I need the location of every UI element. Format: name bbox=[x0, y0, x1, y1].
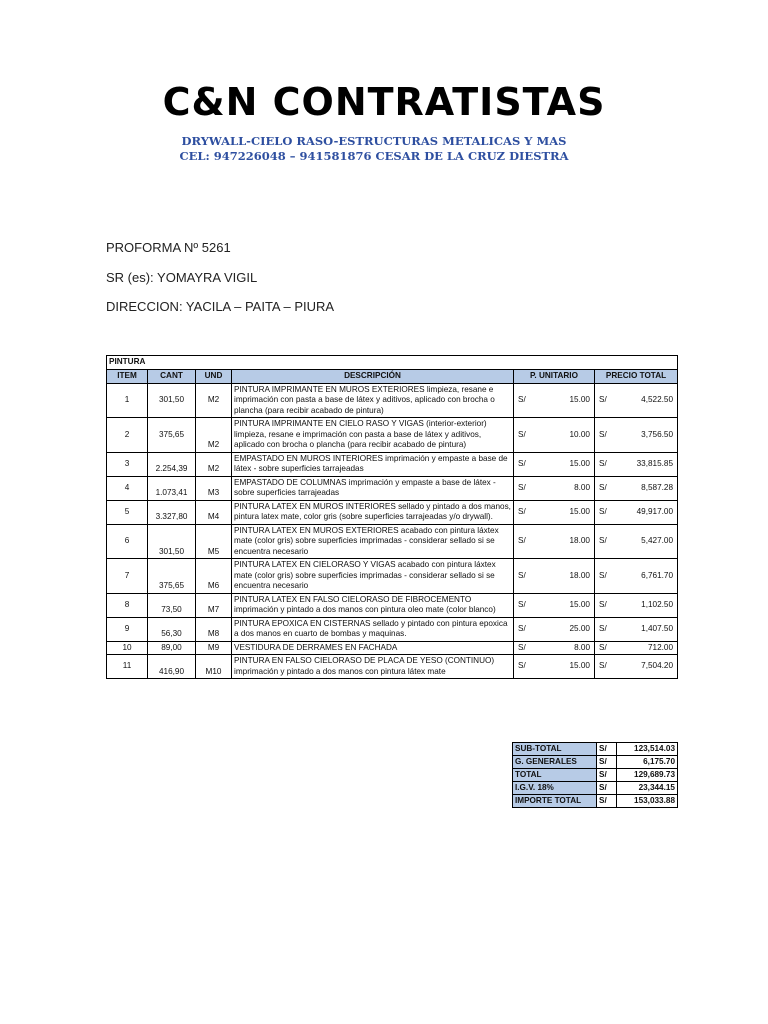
currency-symbol: S/ bbox=[518, 458, 526, 468]
currency-symbol: S/ bbox=[599, 458, 607, 468]
total-price-value: 49,917.00 bbox=[636, 506, 674, 516]
total-price-value: 5,427.00 bbox=[641, 536, 674, 545]
quote-table bbox=[106, 355, 678, 679]
table-row bbox=[107, 617, 678, 641]
totals-currency: S/ bbox=[597, 743, 617, 756]
totals-table bbox=[512, 742, 678, 808]
totals-value: 123,514.03 bbox=[617, 743, 678, 756]
company-services: DRYWALL-CIELO RASO-ESTRUCTURAS METALICAS Y MAS bbox=[181, 134, 567, 148]
header-quantity: CANT bbox=[148, 369, 196, 383]
totals-value: 153,033.88 bbox=[617, 795, 678, 808]
table-row bbox=[107, 500, 678, 524]
totals-row bbox=[513, 756, 678, 769]
total-price-cell bbox=[595, 476, 678, 500]
table-row bbox=[107, 452, 678, 476]
unit-price-cell bbox=[514, 476, 595, 500]
client-address: DIRECCION: YACILA – PAITA – PIURA bbox=[106, 299, 335, 314]
unit-cell: M2 bbox=[196, 452, 232, 476]
totals-label: I.G.V. 18% bbox=[513, 782, 597, 795]
description-cell: PINTURA EN FALSO CIELORASO DE PLACA DE YESO (CONTINUO) imprimación y pintado a dos manos con pintura látex mate bbox=[232, 655, 514, 679]
total-price-value: 8,587.28 bbox=[641, 482, 674, 492]
unit-cell: M4 bbox=[196, 500, 232, 524]
description-cell: VESTIDURA DE DERRAMES EN FACHADA bbox=[232, 641, 514, 655]
currency-symbol: S/ bbox=[599, 429, 607, 439]
client-name: SR (es): YOMAYRA VIGIL bbox=[106, 270, 258, 285]
quantity-cell: 73,50 bbox=[148, 593, 196, 617]
total-price-value: 712.00 bbox=[648, 642, 674, 652]
currency-symbol: S/ bbox=[599, 599, 607, 609]
item-number: 11 bbox=[107, 655, 148, 679]
quantity-cell: 56,30 bbox=[148, 617, 196, 641]
unit-price-value: 15.00 bbox=[569, 395, 590, 404]
currency-symbol: S/ bbox=[518, 395, 526, 404]
description-cell: EMPASTADO EN MUROS INTERIORES imprimación y empaste a base de látex - sobre superficies tarrajeadas bbox=[232, 452, 514, 476]
unit-price-cell bbox=[514, 559, 595, 594]
item-number: 1 bbox=[107, 383, 148, 418]
table-row bbox=[107, 476, 678, 500]
header-unit-price: P. UNITARIO bbox=[514, 369, 595, 383]
quantity-cell: 2.254,39 bbox=[148, 452, 196, 476]
currency-symbol: S/ bbox=[518, 482, 526, 492]
section-label: PINTURA bbox=[107, 356, 678, 370]
unit-price-cell bbox=[514, 418, 595, 453]
item-number: 5 bbox=[107, 500, 148, 524]
table-row bbox=[107, 559, 678, 594]
company-title: C&N CONTRATISTAS bbox=[162, 80, 606, 124]
totals-row bbox=[513, 782, 678, 795]
total-price-cell bbox=[595, 641, 678, 655]
unit-cell: M10 bbox=[196, 655, 232, 679]
currency-symbol: S/ bbox=[518, 570, 526, 580]
total-price-value: 6,761.70 bbox=[641, 570, 674, 580]
totals-value: 6,175.70 bbox=[617, 756, 678, 769]
unit-price-cell bbox=[514, 452, 595, 476]
total-price-cell bbox=[595, 524, 678, 559]
unit-price-cell bbox=[514, 641, 595, 655]
item-number: 9 bbox=[107, 617, 148, 641]
unit-price-cell bbox=[514, 617, 595, 641]
quantity-cell: 375,65 bbox=[148, 559, 196, 594]
totals-row bbox=[513, 795, 678, 808]
totals-currency: S/ bbox=[597, 782, 617, 795]
unit-cell: M6 bbox=[196, 559, 232, 594]
quantity-cell: 375,65 bbox=[148, 418, 196, 453]
item-number: 3 bbox=[107, 452, 148, 476]
currency-symbol: S/ bbox=[599, 661, 607, 671]
unit-price-cell bbox=[514, 655, 595, 679]
totals-label: G. GENERALES bbox=[513, 756, 597, 769]
total-price-value: 7,504.20 bbox=[641, 661, 674, 671]
totals-label: IMPORTE TOTAL bbox=[513, 795, 597, 808]
total-price-cell bbox=[595, 383, 678, 418]
header-unit: UND bbox=[196, 369, 232, 383]
unit-cell: M8 bbox=[196, 617, 232, 641]
currency-symbol: S/ bbox=[599, 642, 607, 652]
table-row bbox=[107, 418, 678, 453]
currency-symbol: S/ bbox=[518, 661, 526, 671]
quantity-cell: 89,00 bbox=[148, 641, 196, 655]
description-cell: EMPASTADO DE COLUMNAS imprimación y empaste a base de látex - sobre superficies tarrajeadas bbox=[232, 476, 514, 500]
description-cell: PINTURA LATEX EN FALSO CIELORASO DE FIBROCEMENTO imprimación y pintado a dos manos con pintura oleo mate (color blanco) bbox=[232, 593, 514, 617]
description-cell: PINTURA IMPRIMANTE EN MUROS EXTERIORES limpieza, resane e imprimación con pasta a base de látex y aditivos, aplicado con brocha o plancha (para recibir acabado de pintura) bbox=[232, 383, 514, 418]
proforma-number: PROFORMA Nº 5261 bbox=[106, 240, 231, 255]
currency-symbol: S/ bbox=[518, 599, 526, 609]
description-cell: PINTURA LATEX EN CIELORASO Y VIGAS acabado con pintura láxtex mate (color gris) sobre superficies imprimadas - considerar sellado si se encuentra necesario bbox=[232, 559, 514, 594]
total-price-cell bbox=[595, 418, 678, 453]
currency-symbol: S/ bbox=[599, 570, 607, 580]
item-number: 4 bbox=[107, 476, 148, 500]
quantity-cell: 301,50 bbox=[148, 524, 196, 559]
total-price-cell bbox=[595, 500, 678, 524]
unit-price-value: 8.00 bbox=[574, 482, 590, 492]
unit-price-value: 8.00 bbox=[574, 642, 590, 652]
unit-cell: M9 bbox=[196, 641, 232, 655]
totals-currency: S/ bbox=[597, 795, 617, 808]
total-price-cell bbox=[595, 655, 678, 679]
table-row bbox=[107, 641, 678, 655]
currency-symbol: S/ bbox=[518, 506, 526, 516]
totals-currency: S/ bbox=[597, 769, 617, 782]
item-number: 7 bbox=[107, 559, 148, 594]
unit-price-value: 15.00 bbox=[569, 506, 590, 516]
totals-label: TOTAL bbox=[513, 769, 597, 782]
unit-price-value: 15.00 bbox=[569, 458, 590, 468]
unit-price-cell bbox=[514, 500, 595, 524]
totals-row bbox=[513, 769, 678, 782]
item-number: 8 bbox=[107, 593, 148, 617]
currency-symbol: S/ bbox=[518, 642, 526, 652]
unit-cell: M7 bbox=[196, 593, 232, 617]
table-row bbox=[107, 524, 678, 559]
total-price-value: 4,522.50 bbox=[641, 395, 674, 404]
currency-symbol: S/ bbox=[518, 429, 526, 439]
description-cell: PINTURA IMPRIMANTE EN CIELO RASO Y VIGAS (interior-exterior) limpieza, resane e imprimación con pasta a base de látex y aditivos, aplicado con brocha o plancha (para recibir acabado de pintura) bbox=[232, 418, 514, 453]
quantity-cell: 1.073,41 bbox=[148, 476, 196, 500]
unit-price-value: 15.00 bbox=[569, 661, 590, 671]
unit-cell: M2 bbox=[196, 418, 232, 453]
description-cell: PINTURA LATEX EN MUROS INTERIORES sellado y pintado a dos manos, pintura latex mate, color gris (sobre superficies tarrajeadas y/o drywall). bbox=[232, 500, 514, 524]
unit-price-value: 18.00 bbox=[569, 570, 590, 580]
header-item: ITEM bbox=[107, 369, 148, 383]
total-price-cell bbox=[595, 452, 678, 476]
unit-price-value: 25.00 bbox=[569, 623, 590, 633]
unit-price-value: 15.00 bbox=[569, 599, 590, 609]
table-row bbox=[107, 383, 678, 418]
quantity-cell: 3.327,80 bbox=[148, 500, 196, 524]
total-price-cell bbox=[595, 593, 678, 617]
unit-price-cell bbox=[514, 524, 595, 559]
total-price-value: 1,407.50 bbox=[641, 623, 674, 633]
currency-symbol: S/ bbox=[518, 536, 526, 545]
currency-symbol: S/ bbox=[599, 482, 607, 492]
unit-price-cell bbox=[514, 383, 595, 418]
table-row bbox=[107, 655, 678, 679]
currency-symbol: S/ bbox=[599, 536, 607, 545]
header-total-price: PRECIO TOTAL bbox=[595, 369, 678, 383]
table-row bbox=[107, 593, 678, 617]
currency-symbol: S/ bbox=[599, 623, 607, 633]
totals-currency: S/ bbox=[597, 756, 617, 769]
unit-cell: M2 bbox=[196, 383, 232, 418]
total-price-value: 3,756.50 bbox=[641, 429, 674, 439]
item-number: 6 bbox=[107, 524, 148, 559]
unit-cell: M5 bbox=[196, 524, 232, 559]
totals-value: 129,689.73 bbox=[617, 769, 678, 782]
item-number: 2 bbox=[107, 418, 148, 453]
quantity-cell: 301,50 bbox=[148, 383, 196, 418]
unit-cell: M3 bbox=[196, 476, 232, 500]
unit-price-value: 18.00 bbox=[569, 536, 590, 545]
unit-price-cell bbox=[514, 593, 595, 617]
item-number: 10 bbox=[107, 641, 148, 655]
header-description: DESCRIPCIÓN bbox=[232, 369, 514, 383]
currency-symbol: S/ bbox=[518, 623, 526, 633]
total-price-cell bbox=[595, 559, 678, 594]
company-contact: CEL: 947226048 – 941581876 CESAR DE LA CRUZ DIESTRA bbox=[179, 149, 569, 163]
currency-symbol: S/ bbox=[599, 506, 607, 516]
quantity-cell: 416,90 bbox=[148, 655, 196, 679]
total-price-value: 33,815.85 bbox=[636, 458, 674, 468]
total-price-cell bbox=[595, 617, 678, 641]
totals-value: 23,344.15 bbox=[617, 782, 678, 795]
totals-row bbox=[513, 743, 678, 756]
currency-symbol: S/ bbox=[599, 395, 607, 404]
totals-label: SUB-TOTAL bbox=[513, 743, 597, 756]
total-price-value: 1,102.50 bbox=[641, 599, 674, 609]
description-cell: PINTURA EPOXICA EN CISTERNAS sellado y pintado con pintura epoxica a dos manos en cuarto de bombas y maquinas. bbox=[232, 617, 514, 641]
description-cell: PINTURA LATEX EN MUROS EXTERIORES acabado con pintura láxtex mate (color gris) sobre superficies imprimadas - considerar sellado si se encuentra necesario bbox=[232, 524, 514, 559]
unit-price-value: 10.00 bbox=[569, 429, 590, 439]
